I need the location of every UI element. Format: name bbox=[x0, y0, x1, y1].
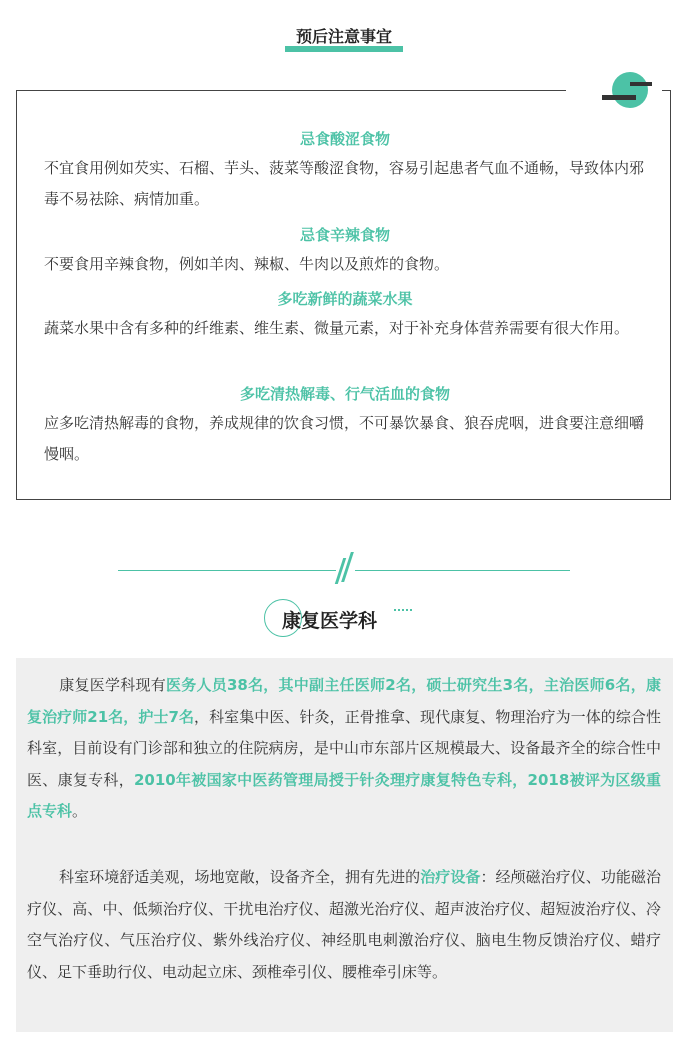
highlight-text: 医务人员38名，其中副主任医师2名，硕士研究生3名，主治医师6名，康复治疗师21名，护士7名 bbox=[27, 676, 661, 726]
paragraph: 蔬菜水果中含有多种的纤维素、维生素、微量元素，对于补充身体营养需要有很大作用。 bbox=[44, 319, 630, 337]
text: 科室环境舒适美观，场地宽敞，设备齐全，拥有先进的 bbox=[59, 868, 421, 886]
corner-bar-decoration bbox=[602, 95, 636, 100]
dots-decoration bbox=[394, 609, 412, 611]
text: ：经颅磁治疗仪、功能磁治疗仪、高、中、低频治疗仪、干扰电治疗仪、超激光治疗仪、超声波治疗仪、超短波治疗仪、冷空气治疗仪、气压治疗仪、紫外线治疗仪、神经肌电刺激治疗仪、脑电生物反馈治疗仪、蜡疗仪、足下垂助行仪、电动起立床、颈椎牵引仪、腰椎牵引床等。 bbox=[27, 868, 661, 981]
highlight-text: 治疗设备 bbox=[420, 868, 481, 886]
department-paragraph bbox=[27, 670, 661, 828]
text: 。 bbox=[72, 802, 88, 820]
section-title: 康复医学科 bbox=[282, 610, 378, 632]
paragraph: 应多吃清热解毒的食物，养成规律的饮食习惯，不可暴饮暴食、狼吞虎咽，进食要注意细嚼慢咽。 bbox=[44, 414, 645, 463]
highlight-text: 2010年被国家中医药管理局授于针灸理疗康复特色专科，2018被评为区级重点专科 bbox=[27, 770, 661, 820]
text: 康复医学科现有 bbox=[59, 676, 166, 694]
subheading: 多吃清热解毒、行气活血的食物 bbox=[239, 385, 450, 403]
corner-bar-decoration bbox=[630, 82, 652, 86]
title-underline bbox=[285, 46, 403, 52]
text: ，科室集中医、针灸，正骨推拿、现代康复、物理治疗为一体的综合性科室，目前设有门诊部和独立的住院病房，是中山市东部片区规模最大、设备最齐全的综合性中医、康复专科， bbox=[27, 707, 661, 789]
paragraph: 不宜食用例如芡实、石榴、芋头、菠菜等酸涩食物，容易引起患者气血不通畅，导致体内邪毒不易祛除、病情加重。 bbox=[44, 159, 645, 208]
divider-line bbox=[355, 570, 570, 571]
section-title: 预后注意事宜 bbox=[295, 27, 392, 46]
divider-line bbox=[118, 570, 336, 571]
subheading: 忌食辛辣食物 bbox=[299, 226, 390, 244]
corner-circle-decoration bbox=[612, 72, 648, 108]
subheading: 多吃新鲜的蔬菜水果 bbox=[277, 290, 413, 308]
paragraph: 不要食用辛辣食物，例如羊肉、辣椒、牛肉以及煎炸的食物。 bbox=[44, 255, 450, 273]
subheading: 忌食酸涩食物 bbox=[299, 130, 390, 148]
equipment-paragraph bbox=[27, 862, 661, 988]
